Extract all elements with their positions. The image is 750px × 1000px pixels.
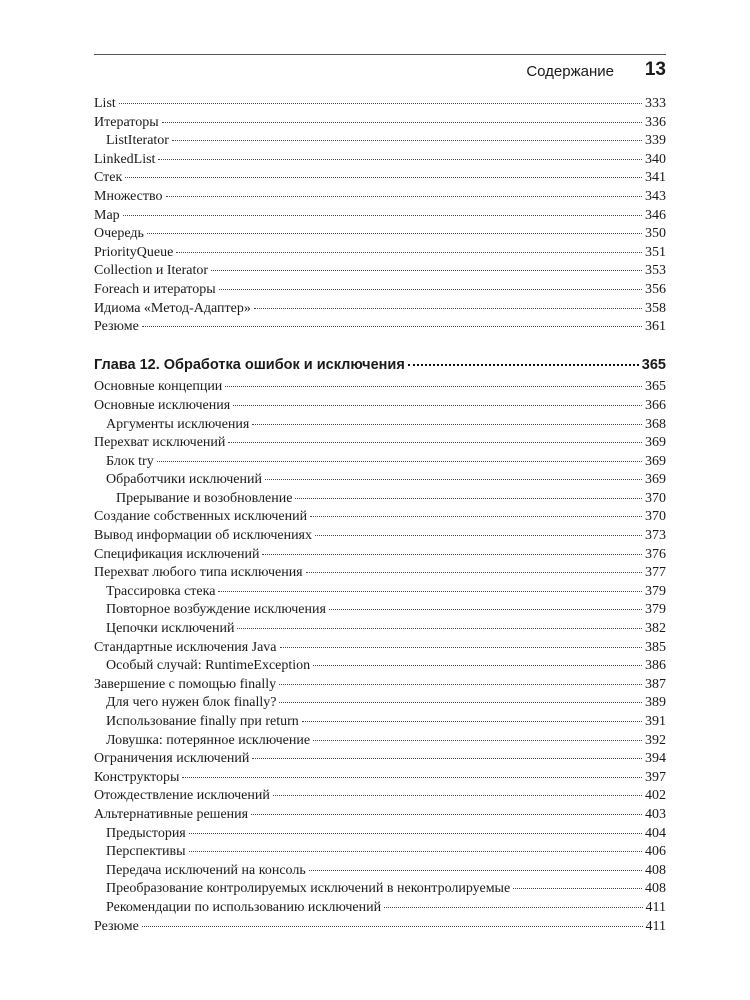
toc-entry-title: Перехват любого типа исключения xyxy=(94,565,303,581)
toc-entry-page-number: 369 xyxy=(645,472,666,488)
toc-entry[interactable] xyxy=(94,639,666,658)
toc-entry-page-number: 411 xyxy=(645,918,666,934)
dot-leader xyxy=(158,159,642,160)
dot-leader xyxy=(233,405,642,406)
toc-entry-title: Стандартные исключения Java xyxy=(94,639,277,655)
toc-entry-title: Collection и Iterator xyxy=(94,263,209,279)
toc-entry-page-number: 411 xyxy=(645,899,666,915)
toc-entry-page-number: 356 xyxy=(645,281,666,297)
header-section-title: Содержание xyxy=(526,63,614,80)
toc-entry-title: Map xyxy=(94,207,120,223)
toc-entry-page-number: 333 xyxy=(645,96,666,111)
toc-entry[interactable] xyxy=(94,416,666,435)
chapter-title: Глава 12. Обработка ошибок и исключения xyxy=(94,356,405,373)
toc-entry[interactable] xyxy=(94,843,666,862)
toc-entry-title: Преобразование контролируемых исключений в неконтролируемые xyxy=(106,881,511,897)
dot-leader xyxy=(513,888,642,889)
dot-leader xyxy=(147,233,642,234)
toc-entry[interactable] xyxy=(94,132,666,151)
toc-entry-title: LinkedList xyxy=(94,151,156,167)
dot-leader xyxy=(252,758,642,759)
dot-leader xyxy=(172,140,642,141)
toc-entry-title: Резюме xyxy=(94,918,139,934)
dot-leader xyxy=(295,498,642,499)
toc-entry-page-number: 370 xyxy=(645,509,666,525)
toc-entry-page-number: 343 xyxy=(645,188,666,204)
toc-entry-page-number: 402 xyxy=(645,788,666,804)
toc-entry-page-number: 386 xyxy=(645,658,666,674)
toc-entry-page-number: 366 xyxy=(645,397,666,413)
toc-entry[interactable] xyxy=(94,713,666,732)
dot-leader xyxy=(166,196,643,197)
toc-entry-page-number: 369 xyxy=(645,435,666,451)
dot-leader xyxy=(123,215,642,216)
toc-entry[interactable] xyxy=(94,899,666,918)
toc-entry-page-number: 361 xyxy=(645,319,666,335)
toc-entry-title: Обработчики исключений xyxy=(106,472,262,488)
toc-entry-title: Спецификация исключений xyxy=(94,546,260,562)
toc-entry[interactable] xyxy=(94,694,666,713)
toc-entry[interactable] xyxy=(94,583,666,602)
toc-entry-page-number: 391 xyxy=(645,714,666,729)
toc-entry-page-number: 379 xyxy=(645,602,666,618)
chapter-heading[interactable] xyxy=(94,356,666,375)
dot-leader xyxy=(125,177,642,178)
table-of-contents xyxy=(94,95,666,936)
toc-entry-page-number: 365 xyxy=(645,379,666,395)
toc-entry-page-number: 351 xyxy=(645,244,666,260)
toc-entry-title: Вывод информации об исключениях xyxy=(94,528,312,544)
dot-leader xyxy=(273,795,642,796)
toc-entry[interactable] xyxy=(94,769,666,788)
toc-entry[interactable] xyxy=(94,378,666,397)
toc-entry[interactable] xyxy=(94,527,666,546)
toc-entry-title: Трассировка стека xyxy=(106,583,216,599)
dot-leader xyxy=(182,777,642,778)
toc-entry-title: Основные концепции xyxy=(94,379,223,395)
toc-entry-page-number: 394 xyxy=(645,751,666,767)
toc-entry-title: Основные исключения xyxy=(94,397,231,413)
toc-entry-page-number: 408 xyxy=(645,862,666,878)
toc-entry[interactable] xyxy=(94,151,666,170)
toc-entry[interactable] xyxy=(94,918,666,937)
toc-entry-title: Итераторы xyxy=(94,114,159,130)
dot-leader xyxy=(176,252,642,253)
toc-entry-title: Отождествление исключений xyxy=(94,788,270,804)
dot-leader xyxy=(189,833,642,834)
toc-entry-page-number: 387 xyxy=(645,676,666,692)
toc-entry[interactable] xyxy=(94,546,666,565)
toc-entry[interactable] xyxy=(94,281,666,300)
toc-entry-page-number: 389 xyxy=(645,695,666,711)
toc-entry-title: Перспективы xyxy=(106,844,186,860)
dot-leader xyxy=(219,289,642,290)
toc-entry-title: Очередь xyxy=(94,226,144,242)
dot-leader xyxy=(315,535,642,536)
toc-entry-page-number: 368 xyxy=(645,416,666,432)
toc-entry-page-number: 397 xyxy=(645,769,666,785)
toc-entry[interactable] xyxy=(94,657,666,676)
dot-leader xyxy=(309,870,642,871)
toc-entry[interactable] xyxy=(94,300,666,319)
toc-entry-title: List xyxy=(94,96,116,111)
toc-entry-page-number: 369 xyxy=(645,453,666,469)
toc-entry-title: Передача исключений на консоль xyxy=(106,862,306,878)
toc-entry-page-number: 353 xyxy=(645,263,666,279)
dot-leader xyxy=(408,364,639,366)
toc-entry-page-number: 346 xyxy=(645,207,666,223)
toc-entry[interactable] xyxy=(94,676,666,695)
toc-entry-page-number: 385 xyxy=(645,639,666,655)
toc-entry-page-number: 382 xyxy=(645,621,666,637)
toc-entry-title: Альтернативные решения xyxy=(94,806,249,822)
toc-entry-title: Повторное возбуждение исключения xyxy=(106,602,326,618)
dot-leader xyxy=(189,851,643,852)
toc-entry-page-number: 404 xyxy=(645,825,666,841)
toc-entry-page-number: 341 xyxy=(645,170,666,186)
dot-leader xyxy=(262,554,642,555)
toc-entry-title: Прерывание и возобновление xyxy=(116,490,293,506)
dot-leader xyxy=(142,326,642,327)
toc-entry-page-number: 403 xyxy=(645,806,666,822)
toc-entry[interactable] xyxy=(94,750,666,769)
toc-entry-title: Предыстория xyxy=(106,825,186,841)
toc-entry-page-number: 377 xyxy=(645,565,666,581)
toc-entry[interactable] xyxy=(94,318,666,337)
toc-entry-title: Цепочки исключений xyxy=(106,621,235,637)
toc-entry[interactable] xyxy=(94,244,666,263)
toc-entry[interactable] xyxy=(94,434,666,453)
toc-entry[interactable] xyxy=(94,564,666,583)
dot-leader xyxy=(162,122,642,123)
running-header xyxy=(94,54,666,85)
toc-entry[interactable] xyxy=(94,508,666,527)
toc-entry[interactable] xyxy=(94,169,666,188)
dot-leader xyxy=(142,926,643,927)
toc-entry-title: Перехват исключений xyxy=(94,435,226,451)
dot-leader xyxy=(251,814,642,815)
toc-entry-page-number: 370 xyxy=(645,490,666,506)
dot-leader xyxy=(302,721,642,722)
dot-leader xyxy=(306,572,642,573)
toc-entry[interactable] xyxy=(94,225,666,244)
toc-entry-page-number: 379 xyxy=(645,583,666,599)
toc-entry[interactable] xyxy=(94,188,666,207)
dot-leader xyxy=(265,479,642,480)
toc-entry-title: Резюме xyxy=(94,319,139,335)
toc-entry-title: Конструкторы xyxy=(94,769,180,785)
dot-leader xyxy=(119,103,642,104)
toc-entry[interactable] xyxy=(94,207,666,226)
dot-leader xyxy=(211,270,642,271)
toc-entry[interactable] xyxy=(94,880,666,899)
toc-entry[interactable] xyxy=(94,862,666,881)
toc-entry-page-number: 408 xyxy=(645,881,666,897)
toc-entry-title: Ловушка: потерянное исключение xyxy=(106,732,311,748)
toc-entry[interactable] xyxy=(94,787,666,806)
toc-entry[interactable] xyxy=(94,453,666,472)
toc-entry-title: Особый случай: RuntimeException xyxy=(106,658,311,674)
dot-leader xyxy=(310,516,642,517)
header-page-number: 13 xyxy=(644,59,666,80)
toc-list-after xyxy=(94,378,666,936)
dot-leader xyxy=(313,740,642,741)
toc-entry-page-number: 339 xyxy=(645,133,666,149)
dot-leader xyxy=(252,424,642,425)
toc-entry-title: Аргументы исключения xyxy=(106,416,250,432)
toc-entry-title: Foreach и итераторы xyxy=(94,281,216,297)
toc-entry-title: Множество xyxy=(94,188,163,204)
toc-entry-page-number: 350 xyxy=(645,226,666,242)
toc-entry-title: Завершение с помощью finally xyxy=(94,676,277,692)
toc-entry-page-number: 340 xyxy=(645,151,666,167)
toc-entry-title: ListIterator xyxy=(106,133,169,149)
dot-leader xyxy=(254,308,642,309)
toc-entry[interactable] xyxy=(94,601,666,620)
dot-leader xyxy=(157,461,642,462)
toc-entry[interactable] xyxy=(94,262,666,281)
toc-entry-title: Идиома «Метод-Адаптер» xyxy=(94,300,251,316)
toc-entry[interactable] xyxy=(94,114,666,133)
toc-entry[interactable] xyxy=(94,825,666,844)
dot-leader xyxy=(225,386,642,387)
toc-entry-title: Ограничения исключений xyxy=(94,751,250,767)
dot-leader xyxy=(218,591,642,592)
dot-leader xyxy=(279,684,642,685)
toc-entry-page-number: 358 xyxy=(645,300,666,316)
toc-entry-page-number: 406 xyxy=(645,844,666,860)
dot-leader xyxy=(313,665,642,666)
toc-entry-title: Блок try xyxy=(106,453,154,469)
toc-entry[interactable] xyxy=(94,95,666,114)
dot-leader xyxy=(384,907,642,908)
toc-entry-page-number: 373 xyxy=(645,528,666,544)
toc-entry[interactable] xyxy=(94,471,666,490)
dot-leader xyxy=(228,442,642,443)
toc-entry-title: PriorityQueue xyxy=(94,244,174,260)
toc-entry-page-number: 376 xyxy=(645,546,666,562)
toc-entry[interactable] xyxy=(94,490,666,509)
toc-entry-title: Рекомендации по использованию исключений xyxy=(106,899,382,915)
toc-entry[interactable] xyxy=(94,732,666,751)
dot-leader xyxy=(329,609,642,610)
toc-entry[interactable] xyxy=(94,397,666,416)
toc-entry-title: Использование finally при return xyxy=(106,714,299,729)
toc-entry-title: Для чего нужен блок finally? xyxy=(106,695,277,711)
toc-entry-title: Создание собственных исключений xyxy=(94,509,308,525)
dot-leader xyxy=(280,647,642,648)
dot-leader xyxy=(279,702,642,703)
toc-entry[interactable] xyxy=(94,806,666,825)
dot-leader xyxy=(237,628,642,629)
toc-entry-title: Стек xyxy=(94,170,123,186)
chapter-page-number: 365 xyxy=(641,356,666,373)
toc-entry-page-number: 336 xyxy=(645,114,666,130)
toc-entry-page-number: 392 xyxy=(645,732,666,748)
toc-entry[interactable] xyxy=(94,620,666,639)
toc-list-before xyxy=(94,95,666,337)
